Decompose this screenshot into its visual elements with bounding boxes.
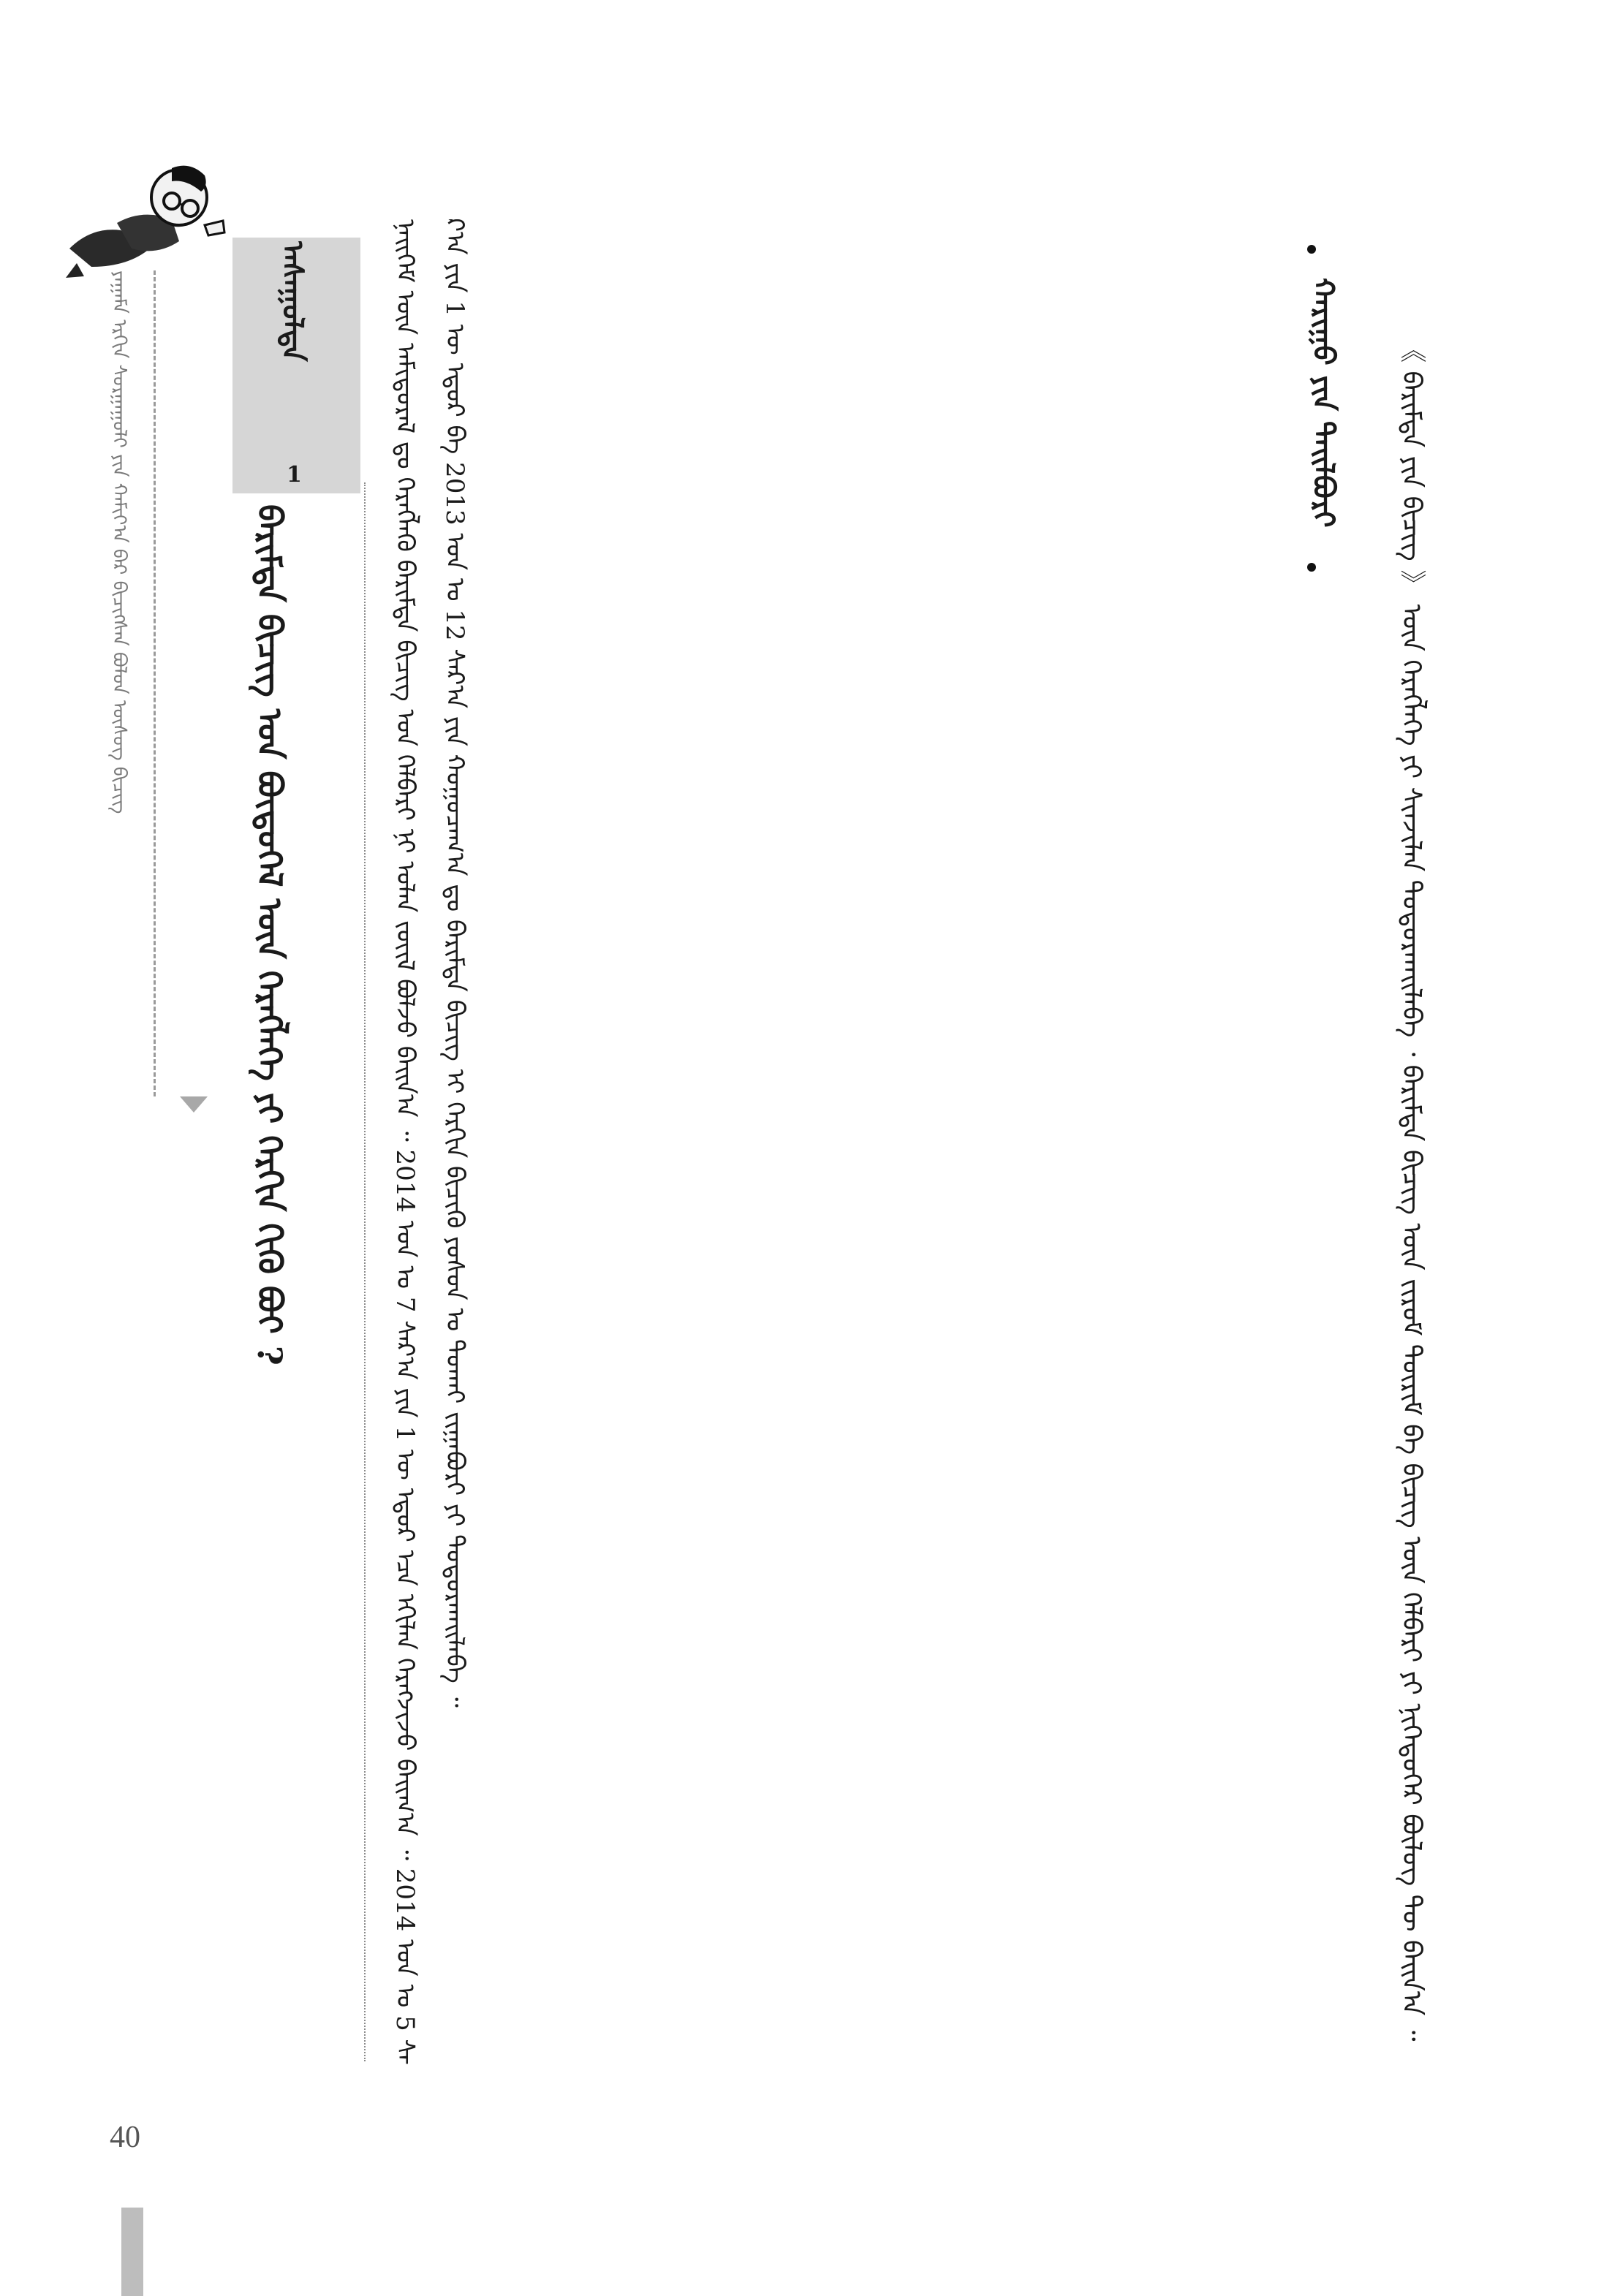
- section-heading: ᠬᠠᠷᠢᠭᠤ ᠶᠢᠨ ᠲᠠᠢᠯᠪᠤᠷᠢ: [1306, 278, 1341, 528]
- question-number: 1: [287, 462, 302, 488]
- bullet-icon: [1307, 245, 1316, 254]
- source-reference: 《 ᠪᠠᠷᠢᠮᠲᠠ ᠶᠢᠨ ᠪᠢᠴᠢᠭ 》 ᠦᠨ ᠬᠡᠷᠡᠭᠯᠡᠭᠡ ᠶᠢ ᠰᠢᠨᠵᠢᠯᠡᠨ ᠲᠣᠳᠤᠷᠬᠠᠢᠯᠠᠪᠠ ᠂ ᠪᠠᠷᠢᠮᠲᠠ ᠪᠢᠴᠢᠭ ᠦᠨ ᠵᠢᠷᠤᠮ ᠳᠦᠷᠢᠮ ᠪᠠ ᠪᠢᠴᠢᠭ ᠦᠨ ᠬᠡᠯᠪᠡᠷᠢ ᠶᠢ ᠨᠢᠭᠡᠳᠦᠭᠡᠷ ᠪᠦᠯᠦᠭ ᠲᠦ ᠪᠠᠢᠨ᠎ᠠ ᠃: [1396, 336, 1426, 2042]
- dotted-divider: [364, 482, 366, 2061]
- question-title: ᠪᠠᠷᠢᠮᠲᠠ ᠪᠢᠴᠢᠭ ᠤᠨ ᠪᠦᠲᠦᠭᠡᠯ ᠦᠨ ᠬᠡᠷᠡᠭᠯᠡᠭᠡ ᠶᠢ ᠬᠡᠷᠬᠢᠨ ᠬᠢᠬᠦ ᠪᠤᠢ ?: [250, 504, 290, 1365]
- question-label: ᠠᠰᠠᠭᠤᠯᠲᠠ: [276, 241, 310, 362]
- triangle-marker-icon: [180, 1096, 208, 1113]
- side-tab: [121, 2208, 143, 2296]
- dashed-divider: [154, 270, 156, 1096]
- page-number: 40: [110, 2121, 140, 2154]
- bullet-icon: [1307, 563, 1316, 572]
- body-paragraph: ᠨᠡᠢᠭᠡᠮ ᠦᠨ ᠠᠮᠢᠳᠤᠷᠠᠯ ᠳᠤ ᠬᠡᠷᠡᠭᠯᠡᠬᠦ ᠪᠠᠷᠢᠮᠲᠠ ᠪᠢᠴᠢᠭ ᠤᠨ ᠬᠡᠯᠪᠡᠷᠢ ᠨᠢ ᠣᠯᠠᠨ ᠵᠦᠢᠯ ᠪᠣᠯᠵᠤ ᠪᠠᠢᠨ᠎ᠠ ᠃ 2014 ᠣᠨ ᠤ 7 ᠰᠠᠷ᠎ᠠ ᠶᠢᠨ 1 ᠦ ᠡᠳᠦᠷ ᠡᠴᠡ ᠡᠬᠢᠯᠡᠨ ᠬᠡᠷᠡᠭᠵᠢᠵᠦ ᠪᠠᠢᠭ᠎ᠠ ᠃ 2014 ᠣᠨ ᠤ 5 ᠰᠠᠷ᠎ᠠ ᠶᠢᠨ 1 ᠦ ᠡᠳᠦᠷ ᠪᠠ 2013 ᠣᠨ ᠤ 12 ᠰᠠᠷ᠎ᠠ ᠶᠢᠨ ᠬᠤᠭᠤᠴᠠᠭ᠎ᠠ ᠳᠤ ᠪᠠᠷᠢᠮᠲᠠ ᠪᠢᠴᠢᠭ ᠢ ᠬᠡᠷᠬᠢᠨ ᠪᠢᠴᠢᠬᠦ ᠶᠣᠰᠣᠨ ᠤ ᠲᠤᠬᠠᠢ ᠵᠢᠭᠠᠪᠤᠷᠢ ᠶᠢ ᠲᠣᠳᠤᠷᠬᠠᠢᠯᠠᠪᠠ ᠃: [390, 219, 469, 2064]
- running-head: ᠶᠠᠭᠠᠮᠠ ᠡᠷᠭᠢᠨ ᠰᠤᠷᠭᠠᠭᠤᠯᠢ ᠶᠢᠨ ᠬᠠᠮᠢᠶ᠎ᠠ ᠪᠡᠷ ᠪᠢᠴᠢᠭᠰᠡᠨ ᠪᠣᠯᠤᠨ ᠦᠰᠦᠭ ᠪᠢᠴᠢᠭ: [108, 270, 130, 814]
- mascot-illustration: [62, 139, 230, 285]
